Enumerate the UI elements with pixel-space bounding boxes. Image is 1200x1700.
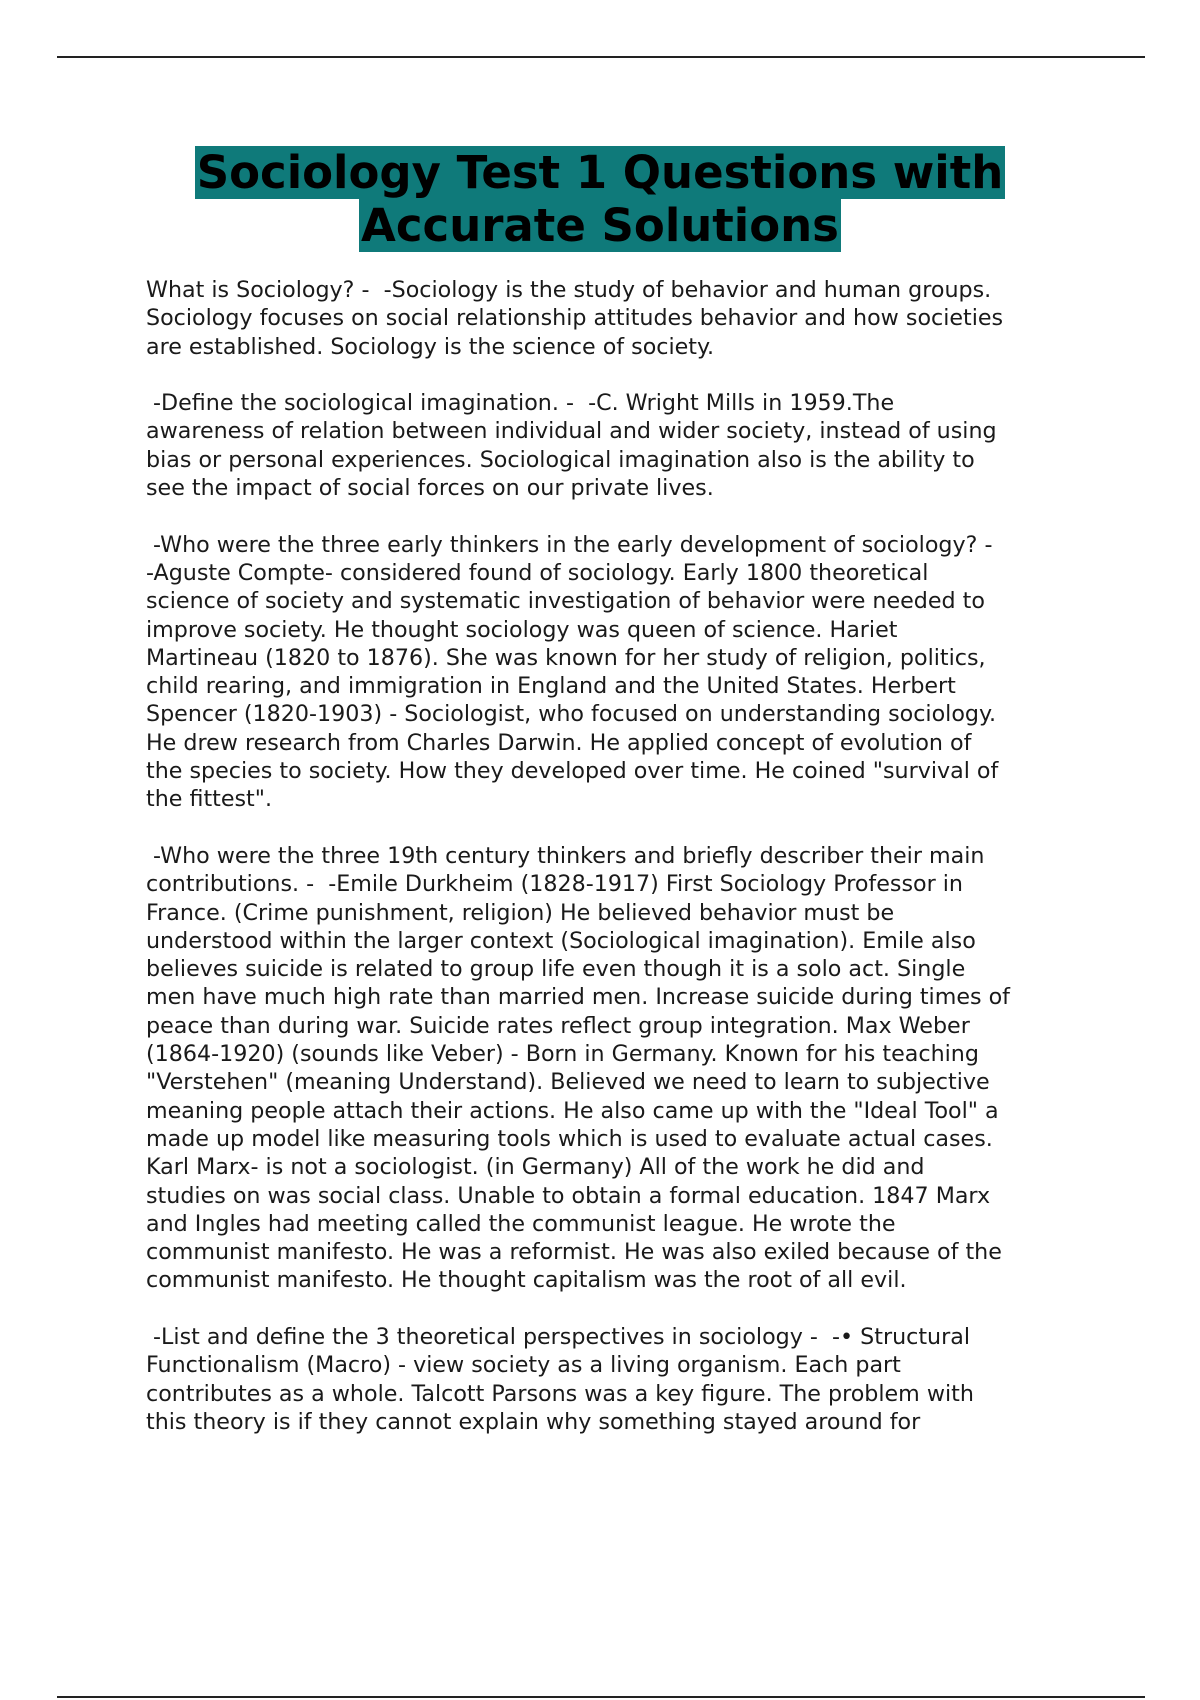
paragraph-line: are established. Sociology is the science of society. xyxy=(146,333,715,360)
paragraph-line: contributions. - -Emile Durkheim (1828-1917) First Sociology Professor in xyxy=(146,871,963,898)
paragraph-line: the species to society. How they developed over time. He coined "survival of xyxy=(146,758,999,785)
paragraph-line: studies on was social class. Unable to obtain a formal education. 1847 Marx xyxy=(146,1182,991,1209)
document-title xyxy=(150,146,1050,252)
paragraph-line: What is Sociology? - -Sociology is the study of behavior and human groups. xyxy=(146,277,992,303)
paragraph-line: "Verstehen" (meaning Understand). Believed we need to learn to subjective xyxy=(146,1069,990,1096)
paragraph-line: -Who were the three 19th century thinkers and briefly describer their main xyxy=(146,842,985,869)
title-line-2: Accurate Solutions xyxy=(361,199,839,252)
question-answer-paragraph xyxy=(146,842,1096,1295)
paragraph-line: Spencer (1820-1903) - Sociologist, who focused on understanding sociology. xyxy=(146,701,996,728)
paragraph-line: Karl Marx- is not a sociologist. (in Germany) All of the work he did and xyxy=(146,1154,925,1181)
question-answer-paragraph xyxy=(146,1323,1096,1436)
question-answer-paragraph xyxy=(146,276,1096,361)
top-rule xyxy=(57,56,1145,58)
paragraph-line: bias or personal experiences. Sociological imagination also is the ability to xyxy=(146,446,975,473)
paragraph-line: communist manifesto. He was a reformist. He was also exiled because of the xyxy=(146,1239,1002,1266)
paragraph-line: men have much high rate than married men. Increase suicide during times of xyxy=(146,984,1010,1011)
paragraph-line: France. (Crime punishment, religion) He believed behavior must be xyxy=(146,899,895,926)
paragraph-line: communist manifesto. He thought capitalism was the root of all evil. xyxy=(146,1267,907,1294)
paragraph-line: Sociology focuses on social relationship attitudes behavior and how societies xyxy=(146,305,1004,332)
paragraph-line: -List and define the 3 theoretical perspectives in sociology - -• Structural xyxy=(146,1323,970,1350)
paragraph-line: Martineau (1820 to 1876). She was known for her study of religion, politics, xyxy=(146,644,986,671)
title-line-1: Sociology Test 1 Questions with xyxy=(196,146,1004,199)
paragraph-line: -Define the sociological imagination. - -C. Wright Mills in 1959.The xyxy=(146,390,895,417)
paragraph-line: improve society. He thought sociology was queen of science. Hariet xyxy=(146,616,898,643)
paragraph-line: meaning people attach their actions. He also came up with the "Ideal Tool" a xyxy=(146,1097,999,1124)
paragraph-line: peace than during war. Suicide rates reflect group integration. Max Weber xyxy=(146,1012,970,1039)
bottom-rule xyxy=(57,1696,1145,1698)
paragraph-line: see the impact of social forces on our private lives. xyxy=(146,475,714,502)
document-body xyxy=(146,276,1096,1464)
paragraph-line: the fittest". xyxy=(146,786,273,813)
paragraph-line: this theory is if they cannot explain why something stayed around for xyxy=(146,1408,921,1435)
paragraph-line: and Ingles had meeting called the communist league. He wrote the xyxy=(146,1210,896,1237)
question-answer-paragraph xyxy=(146,389,1096,502)
paragraph-line: -Who were the three early thinkers in the early development of sociology? - xyxy=(146,531,993,558)
paragraph-line: believes suicide is related to group life even though it is a solo act. Single xyxy=(146,956,966,983)
paragraph-line: understood within the larger context (Sociological imagination). Emile also xyxy=(146,927,976,954)
paragraph-line: awareness of relation between individual and wider society, instead of using xyxy=(146,418,997,445)
paragraph-line: (1864-1920) (sounds like Veber) - Born in Germany. Known for his teaching xyxy=(146,1041,979,1068)
paragraph-line: Functionalism (Macro) - view society as a living organism. Each part xyxy=(146,1352,901,1379)
paragraph-line: science of society and systematic investigation of behavior were needed to xyxy=(146,588,985,615)
paragraph-line: made up model like measuring tools which is used to evaluate actual cases. xyxy=(146,1125,993,1152)
paragraph-line: -Aguste Compte- considered found of sociology. Early 1800 theoretical xyxy=(146,559,929,586)
paragraph-line: child rearing, and immigration in England and the United States. Herbert xyxy=(146,673,956,700)
paragraph-line: contributes as a whole. Talcott Parsons was a key figure. The problem with xyxy=(146,1380,974,1407)
question-answer-paragraph xyxy=(146,531,1096,814)
paragraph-line: He drew research from Charles Darwin. He applied concept of evolution of xyxy=(146,729,972,756)
